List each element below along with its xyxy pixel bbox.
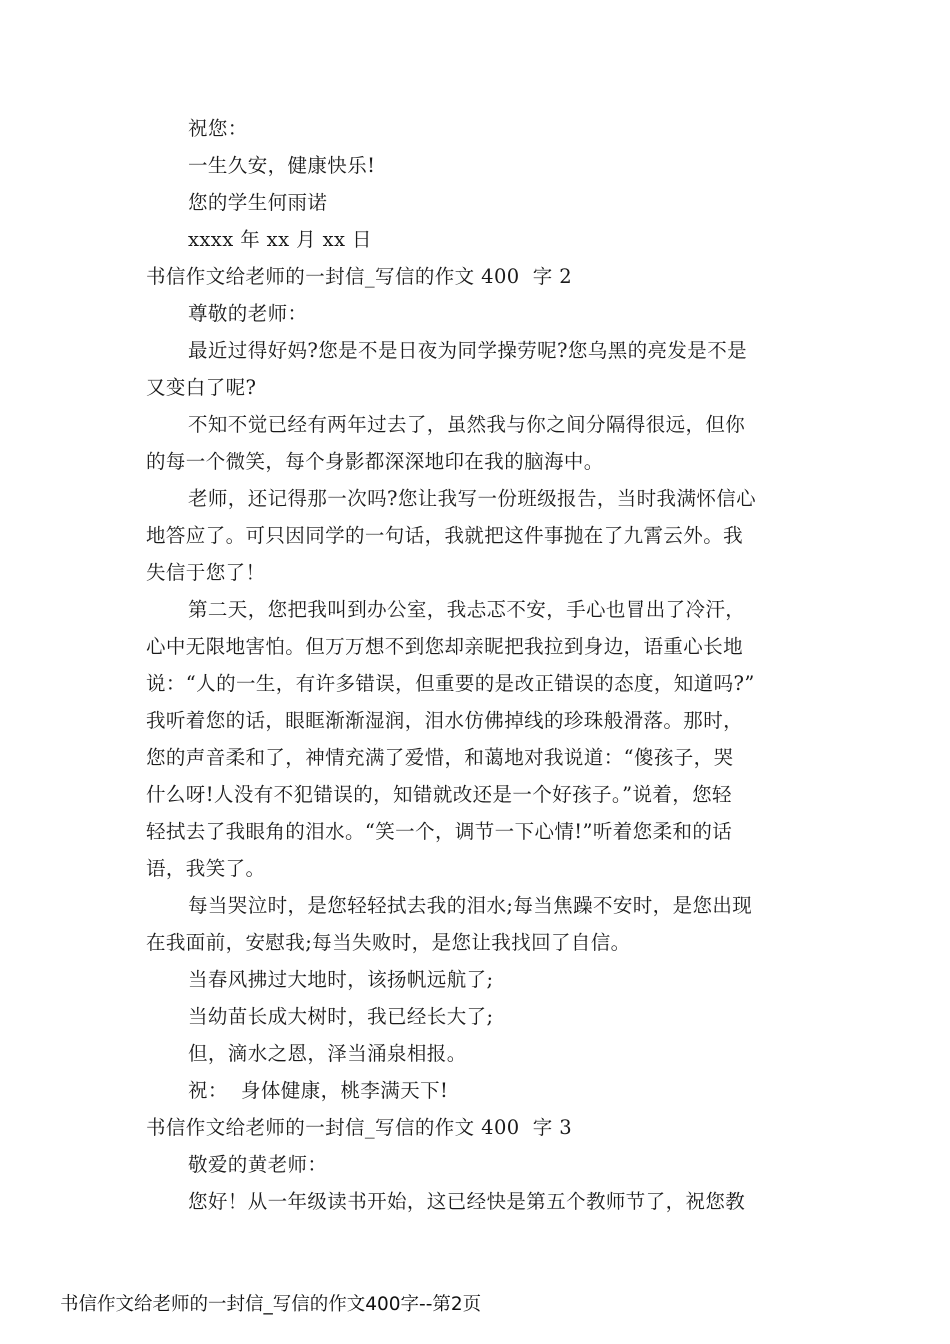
paragraph-line: 第二天，您把我叫到办公室，我忐忑不安，手心也冒出了冷汗，: [188, 598, 746, 621]
verse-line: 当幼苗长成大树时，我已经长大了;: [188, 1005, 494, 1028]
paragraph-line: 您好！从一年级读书开始，这已经快是第五个教师节了，祝您教: [188, 1190, 746, 1213]
paragraph-line: 我听着您的话，眼眶渐渐湿润，泪水仿佛掉线的珍珠般滑落。那时，: [146, 709, 744, 732]
paragraph-line: 在我面前，安慰我;每当失败时，是您让我找回了自信。: [146, 931, 631, 954]
page-footer: 书信作文给老师的一封信_写信的作文400字--第2页: [60, 1294, 482, 1315]
paragraph-line: 地答应了。可只因同学的一句话，我就把这件事抛在了九霄云外。我: [146, 524, 744, 547]
paragraph-line: 每当哭泣时，是您轻轻拭去我的泪水;每当焦躁不安时，是您出现: [188, 894, 753, 917]
paragraph-line: 什么呀!人没有不犯错误的，知错就改还是一个好孩子。”说着，您轻: [146, 783, 732, 806]
section-title-3: 书信作文给老师的一封信_写信的作文 400 字 3: [146, 1116, 573, 1139]
paragraph-line: 心中无限地害怕。但万万想不到您却亲昵把我拉到身边，语重心长地: [146, 635, 744, 658]
signature-line: 您的学生何雨诺: [188, 191, 328, 214]
paragraph: [146, 591, 816, 887]
verse-line: 当春风拂过大地时，该扬帆远航了;: [188, 968, 494, 991]
paragraph: [146, 406, 816, 480]
date-line: xxxx 年 xx 月 xx 日: [188, 228, 372, 251]
paragraph-line: 的每一个微笑，每个身影都深深地印在我的脑海中。: [146, 450, 604, 473]
paragraph-line: 语，我笑了。: [146, 857, 266, 880]
paragraph-line: 又变白了呢?: [146, 376, 257, 399]
paragraph-line: 最近过得好妈?您是不是日夜为同学操劳呢?您乌黑的亮发是不是: [188, 339, 748, 362]
greeting-3: 敬爱的黄老师：: [188, 1153, 328, 1176]
greeting-2: 尊敬的老师：: [188, 302, 308, 325]
wish-line: 一生久安，健康快乐!: [188, 154, 376, 177]
closing-line: 祝您：: [188, 117, 248, 140]
blessing-line: 祝： 身体健康，桃李满天下!: [188, 1079, 449, 1102]
paragraph-line: 您的声音柔和了，神情充满了爱惜，和蔼地对我说道：“傻孩子，哭: [146, 746, 734, 769]
verse-line: 但，滴水之恩，泽当涌泉相报。: [188, 1042, 467, 1065]
paragraph-line: 不知不觉已经有两年过去了，虽然我与你之间分隔得很远，但你: [188, 413, 746, 436]
section-title-2: 书信作文给老师的一封信_写信的作文 400 字 2: [146, 265, 573, 288]
paragraph: [146, 332, 816, 406]
paragraph: [146, 887, 816, 961]
paragraph-line: 轻拭去了我眼角的泪水。“笑一个，调节一下心情!”听着您柔和的话: [146, 820, 733, 843]
paragraph-line: 失信于您了！: [146, 561, 266, 584]
paragraph: [146, 480, 816, 591]
paragraph-line: 老师，还记得那一次吗?您让我写一份班级报告，当时我满怀信心: [188, 487, 757, 510]
letter-body: [146, 110, 816, 1220]
paragraph-line: 说：“人的一生，有许多错误，但重要的是改正错误的态度，知道吗?”: [146, 672, 755, 695]
